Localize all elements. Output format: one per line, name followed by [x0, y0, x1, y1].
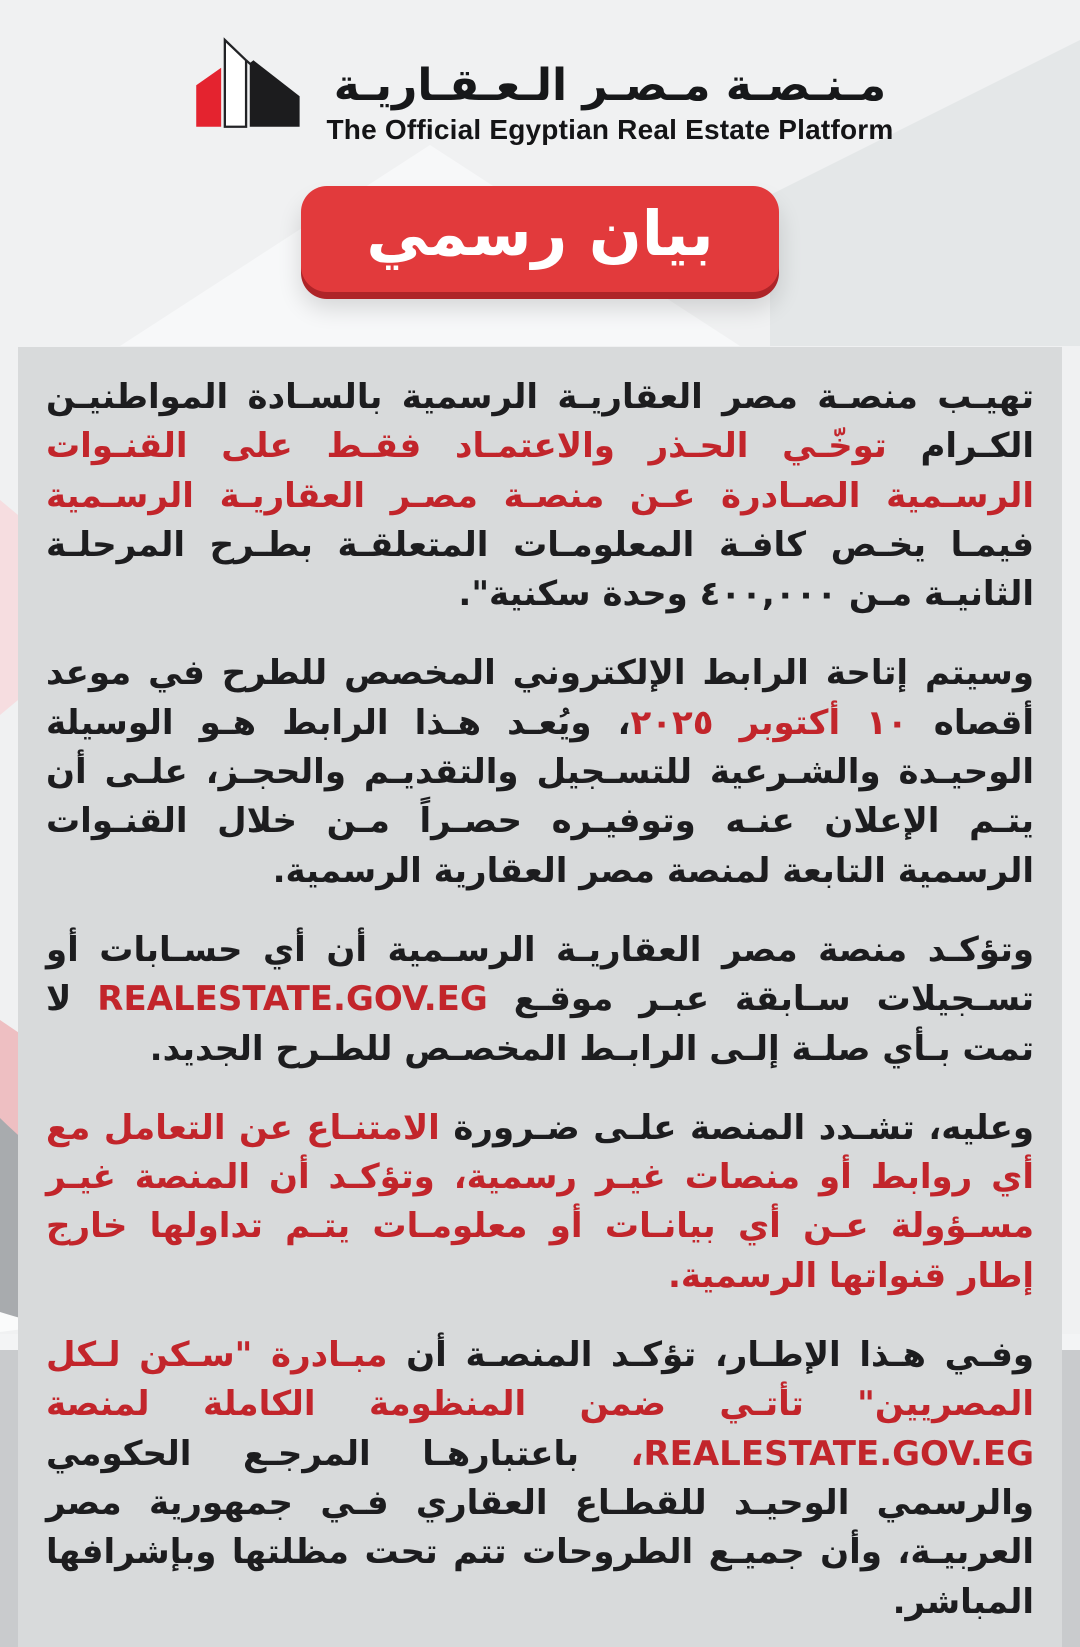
logo-red-building: [196, 68, 221, 127]
brand-text-block: [326, 59, 894, 150]
statement-segment-black: تهيـب منصـة مصر العقاريـة الرسمية بالسـادة المواطنيـن الكـرام: [46, 377, 1034, 467]
statement-paragraph: [46, 1331, 1034, 1627]
statement-segment-red: الامتنـاع عن التعامل مع أي روابط أو منصات غيـر رسمية، وتؤكـد أن المنصة غيـر مسـؤولة عـن أي بيانـات أو معلومـات يتـم تداولها خارج إطار قنواتها الرسمية.: [46, 1107, 1034, 1296]
statement-segment-black: وفـي هـذا الإطـار، تؤكـد المنصـة أن: [387, 1335, 1034, 1376]
statement-segment-black: وعليه، تشـدد المنصة علـى ضـرورة: [439, 1107, 1034, 1148]
platform-logo-icon: [187, 26, 307, 150]
statement-panel: [18, 347, 1062, 1647]
statement-segment-black: ، ويُعـد هـذا الرابط هـو الوسيلة الوحيـدة والشـرعية للتسـجيل والتقديـم والحجـز، علـى أن يتـم الإعلان عنـه وتوفيـره حصـراً مـن خلال القنـوات الرسمية التابعة لمنصة مصر العقارية الرسمية.: [46, 702, 1034, 891]
statement-segment-black: وسيتم إتاحة الرابط الإلكتروني المخصص للطرح في موعد أقصاه: [46, 653, 1034, 743]
statement-paragraph: [46, 926, 1034, 1074]
logo-white-building: [224, 40, 245, 127]
statement-paragraph: [46, 373, 1034, 619]
statement-segment-black: فيمـا يخـص كافـة المعلومـات المتعلقـة بطـرح المرحلـة الثانيـة مـن ٤٠٠,٠٠٠ وحدة سكنية".: [46, 524, 1034, 615]
statement-segment-black: باعتبارهـا المرجـع الحكومي والرسمي الوحيـد للقطـاع العقاري فـي جمهورية مصر العربيـة، وأن جميـع الطروحات تتم تحت مظلتها وبإشرافها المباشر.: [46, 1433, 1034, 1622]
statement-segment-red: توخّـي الحـذر والاعتمـاد فقـط على القنـوات الرسـمية الصـادرة عـن منصـة مصـر العقاريـة الرسـمية: [46, 426, 1034, 516]
official-statement-banner: [301, 186, 779, 292]
statement-segment-black: لا تمت بـأي صلـة إلـى الرابـط المخصـص للطـرح الجديد.: [46, 979, 1034, 1069]
statement-body: [46, 373, 1034, 1627]
statement-segment-red: ١٠ أكتوبر ٢٠٢٥: [630, 702, 908, 743]
statement-paragraph: [46, 1104, 1034, 1301]
official-statement-banner-label: بيان رسمي: [366, 197, 714, 270]
brand-name-arabic: مـنـصـة مـصـر الـعـقـاريـة: [333, 59, 887, 111]
brand-name-english: The Official Egyptian Real Estate Platform: [326, 114, 894, 145]
left-pink-stripe-shape: [0, 500, 18, 715]
statement-segment-black: وتؤكـد منصة مصر العقاريـة الرسـمية أن أي حسـابات أو تسـجيلات سـابقة عبـر موقـع: [46, 929, 1035, 1020]
brand-header: [0, 26, 1080, 150]
statement-segment-red: مبـادرة "سـكن لـكل المصريين" تأتـي ضمن المنظومة الكاملة لمنصة REALESTATE.GOV.EG،: [46, 1335, 1034, 1474]
statement-paragraph: [46, 649, 1034, 895]
statement-segment-red: REALESTATE.GOV.EG: [97, 979, 488, 1020]
logo-black-building: [249, 60, 299, 126]
